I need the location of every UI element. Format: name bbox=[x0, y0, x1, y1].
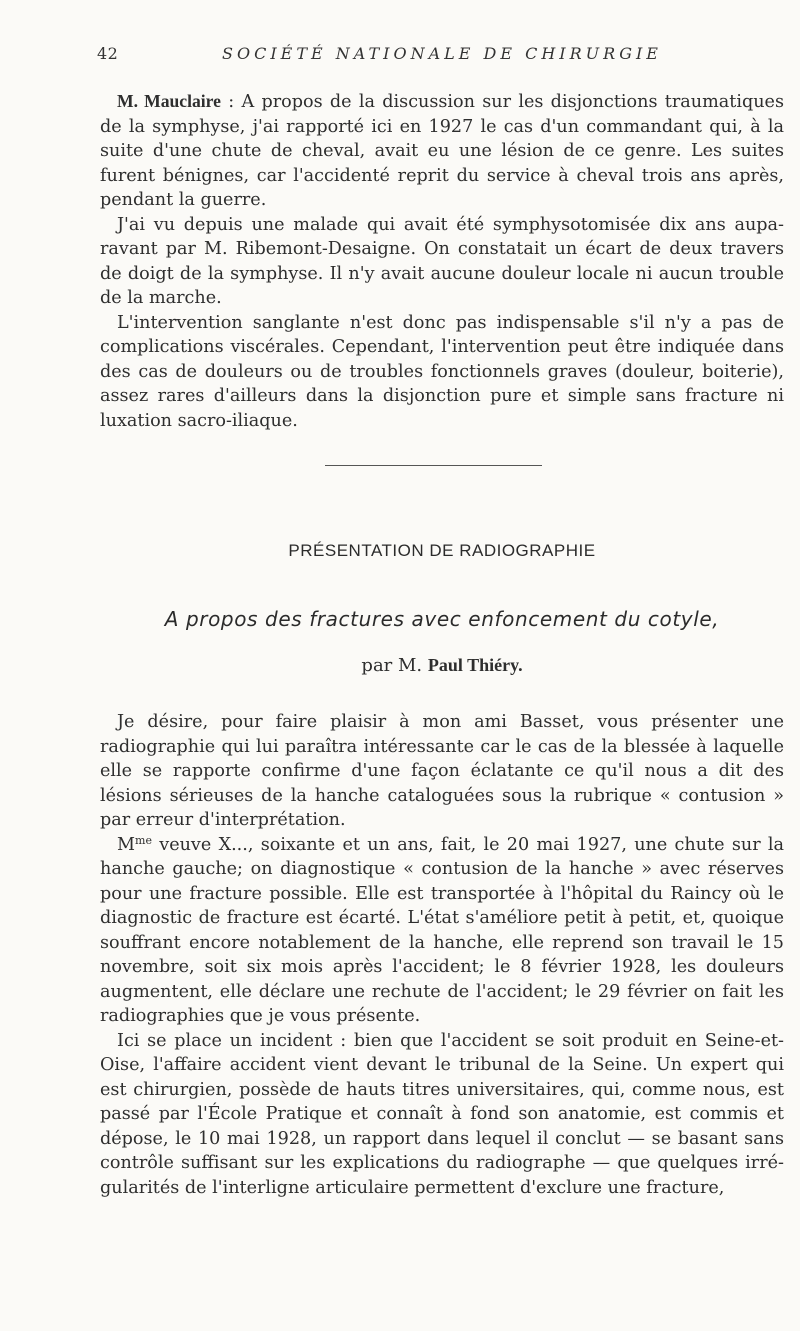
section-heading: PRÉSENTATION DE RADIOGRAPHIE bbox=[288, 541, 596, 560]
article-title: A propos des fractures avec enfoncement du cotyle, bbox=[164, 607, 720, 631]
article-body bbox=[100, 710, 784, 1200]
article-paragraph-2 bbox=[100, 833, 784, 1029]
byline-prefix: par M. bbox=[361, 655, 428, 676]
discussion-paragraph-2: J'ai vu depuis une malade qui avait été symphysotomisée dix ans auparavant par M. Ribemont-Desaigne. On constatait un écart de deux travers de doigt de la symphyse. Il n'y avait aucune douleur locale ni aucun trouble de la marche. bbox=[100, 214, 784, 308]
journal-title: SOCIÉTÉ NATIONALE DE CHIRURGIE bbox=[222, 44, 662, 63]
discussion-section bbox=[100, 89, 784, 433]
article-paragraph-3: Ici se place un incident : bien que l'accident se soit produit en Seine-et-Oise, l'affaire accident vient devant le tribunal de la Seine. Un expert qui est chirurgien, possède de hauts titres universitaires, qui, comme nous, est passé par l'École Pratique et connaît à fond son anatomie, est commis et dépose, le 10 mai 1928, un rapport dans lequel il conclut — se basant sans contrôle suffisant sur les explications du radiographe — que quelques irrégularités de l'interligne articulaire permettent d'exclure une fracture, bbox=[100, 1030, 784, 1198]
speaker-name: M. Mauclaire bbox=[117, 91, 221, 111]
article-paragraph-2-text: veuve X..., soixante et un ans, fait, le 20 mai 1927, une chute sur la hanche gauche; on diagnostique « contusion de la hanche » avec réserves pour une fracture possible. Elle est transportée à l'hôpital du Raincy où le diagnostic de fracture est écarté. L'état s'améliore petit à petit, et, quoique souffrant encore notablement de la hanche, elle reprend son travail le 15 novembre, soit six mois après l'accident; le 8 février 1928, les douleurs augmentent, elle déclare une rechute de l'accident; le 29 février on fait les radiographies que je vous présente. bbox=[100, 834, 784, 1026]
discussion-paragraph-1 bbox=[100, 89, 784, 213]
honorific-superscript: me bbox=[135, 833, 152, 847]
section-separator bbox=[325, 465, 542, 466]
discussion-paragraph-1-text: : A propos de la discussion sur les disjonctions traumatiques de la symphyse, j'ai rapporté ici en 1927 le cas d'un commandant qui, à la suite d'une chute de cheval, avait eu une lésion de ce genre. Les suites furent bénignes, car l'accidenté reprit du service à cheval trois ans après, pendant la guerre. bbox=[100, 92, 784, 210]
discussion-paragraph-3: L'intervention sanglante n'est donc pas indispensable s'il n'y a pas de complications viscérales. Cependant, l'intervention peut être indiquée dans des cas de douleurs ou de troubles fonctionnels graves (douleur, boiterie), assez rares d'ailleurs dans la disjonction pure et simple sans fracture ni luxation sacro-iliaque. bbox=[100, 312, 784, 431]
author-name: Paul Thiéry. bbox=[427, 655, 523, 675]
running-head bbox=[97, 44, 787, 70]
honorific-prefix: M bbox=[117, 834, 136, 855]
page-number: 42 bbox=[97, 44, 119, 63]
byline bbox=[100, 655, 784, 676]
article-paragraph-1: Je désire, pour faire plaisir à mon ami Basset, vous présenter une radiographie qui lui paraîtra intéressante car le cas de la blessée à laquelle elle se rapporte confirme d'une façon éclatante ce qu'il nous a dit des lésions sérieuses de la hanche cataloguées sous la rubrique « contusion » par erreur d'interprétation. bbox=[100, 712, 784, 830]
